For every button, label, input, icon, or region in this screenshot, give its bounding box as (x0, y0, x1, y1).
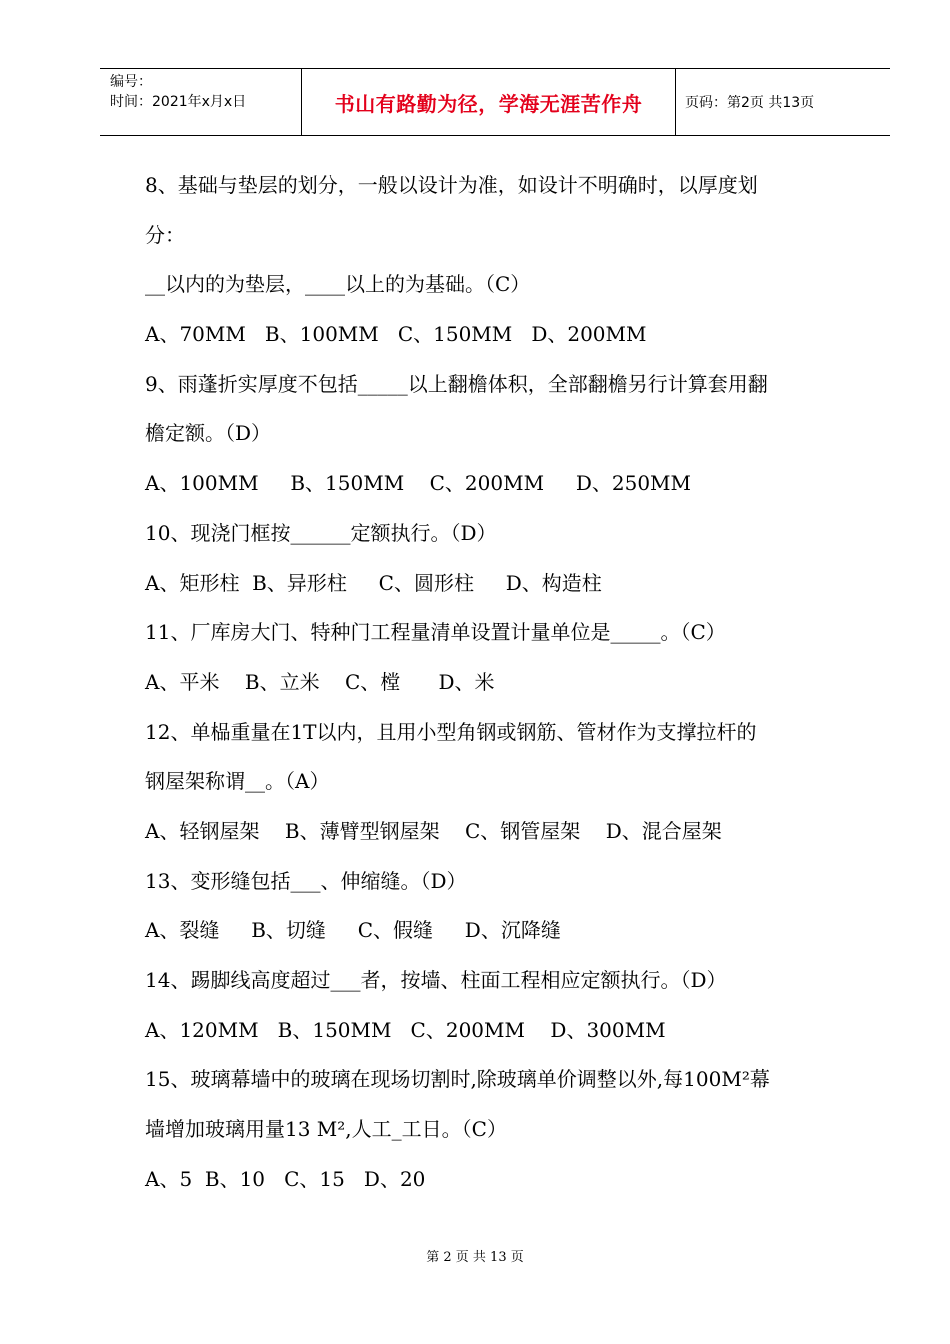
text-line: 12、单榀重量在1T以内，且用小型角钢或钢筋、管材作为支撑拉杆的 (145, 719, 757, 744)
text-line: A、70MM B、100MM C、150MM D、200MM (145, 322, 647, 347)
text-line: 墙增加玻璃用量13 M²,人工_工日。（C） (145, 1117, 507, 1142)
text-line: 分： (145, 222, 185, 247)
question-body (145, 165, 865, 1208)
text-line: 檐定额。（D） (145, 421, 272, 446)
text-line: 11、厂库房大门、特种门工程量清单设置计量单位是_____。（C） (145, 620, 726, 645)
text-line: A、120MM B、150MM C、200MM D、300MM (145, 1017, 666, 1042)
page-code-text: 页码：第2页 共13页 (685, 95, 815, 111)
text-line: __以内的为垫层，____以上的为基础。（C） (145, 272, 531, 297)
header-motto (302, 69, 676, 135)
header-page-code (676, 69, 890, 135)
text-line: A、矩形柱 B、异形柱 C、圆形柱 D、构造柱 (145, 570, 602, 595)
page-footer (0, 1246, 950, 1265)
text-line: 9、雨蓬折实厚度不包括_____以上翻檐体积，全部翻檐另行计算套用翻 (145, 371, 768, 396)
text-line: A、平米 B、立米 C、樘 D、米 (145, 669, 495, 694)
text-line: A、裂缝 B、切缝 C、假缝 D、沉降缝 (145, 918, 561, 943)
text-line: 钢屋架称谓__。（A） (145, 769, 330, 794)
text-line: 14、踢脚线高度超过___者，按墙、柱面工程相应定额执行。（D） (145, 968, 727, 992)
text-line: 8、基础与垫层的划分，一般以设计为准，如设计不明确时，以厚度划 (145, 173, 758, 197)
text-line: A、轻钢屋架 B、薄臂型钢屋架 C、钢管屋架 D、混合屋架 (145, 818, 722, 843)
time-label: 时间：2021年x月x日 (110, 94, 247, 110)
header-meta (100, 69, 302, 135)
text-line: 10、现浇门框按______定额执行。（D） (145, 520, 497, 545)
text-line: 15、玻璃幕墙中的玻璃在现场切割时,除玻璃单价调整以外,每100M²幕 (145, 1067, 770, 1092)
number-label: 编号： (110, 74, 152, 90)
footer-page-number: 第 2 页 共 13 页 (426, 1250, 524, 1265)
text-line: 13、变形缝包括___、伸缩缝。（D） (145, 868, 467, 893)
text-line: A、5 B、10 C、15 D、20 (145, 1166, 426, 1191)
page-header (100, 68, 890, 136)
motto-text: 书山有路勤为径，学海无涯苦作舟 (334, 91, 643, 116)
text-line: A、100MM B、150MM C、200MM D、250MM (145, 471, 692, 496)
